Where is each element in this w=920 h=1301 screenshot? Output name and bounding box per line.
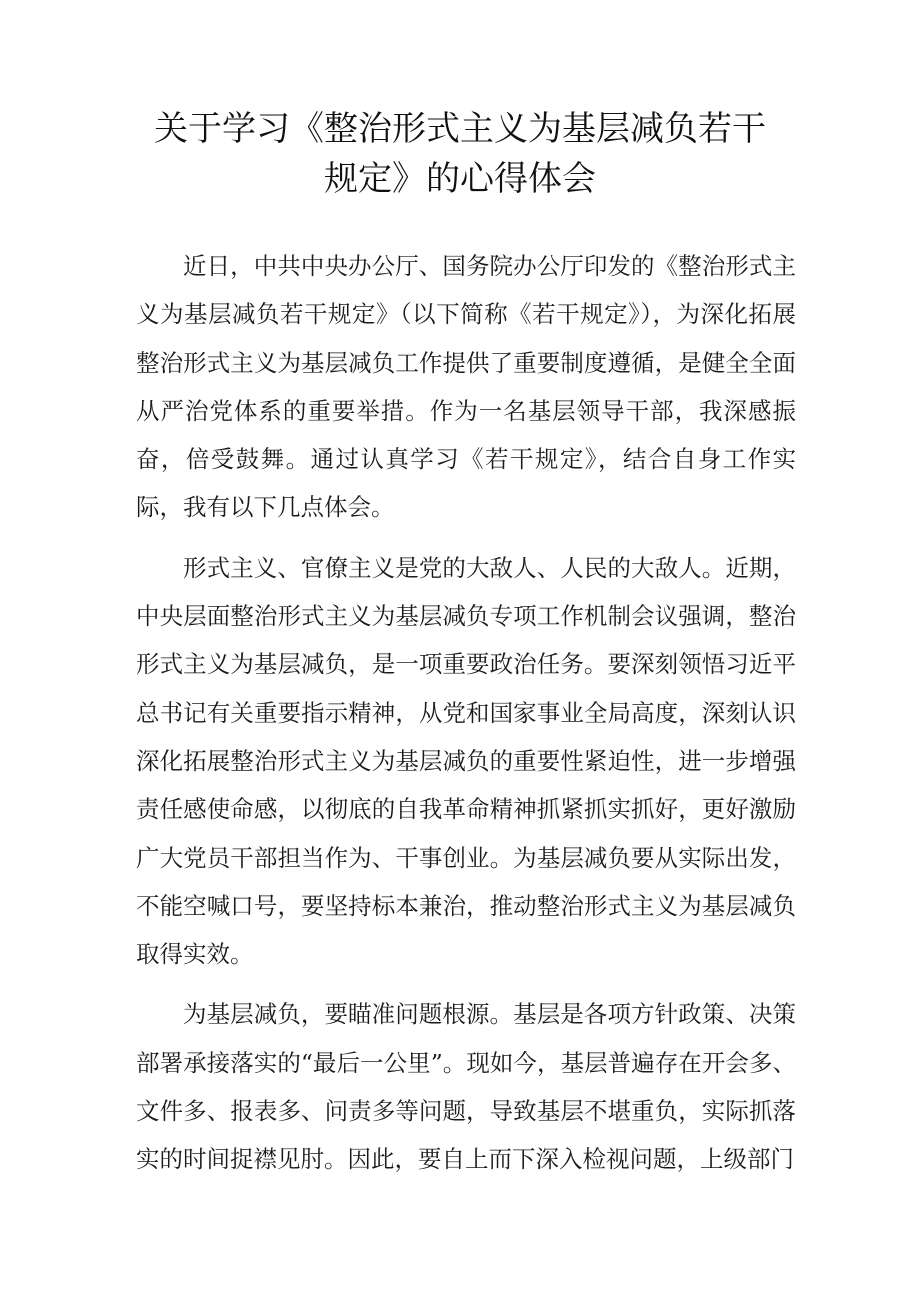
document-title: [100, 104, 820, 204]
paragraph-1: 近日，中共中央办公厅、国务院办公厅印发的《整治形式主义为基层减负若干规定》（以下简称《若干规定》），为深化拓展整治形式主义为基层减负工作提供了重要制度遵循，是健全全面从严治党体系的重要举措。作为一名基层领导干部，我深感振奋，倍受鼓舞。通过认真学习《若干规定》，结合自身工作实际，我有以下几点体会。: [136, 252, 796, 522]
title-line-2: 规定》的心得体会: [324, 159, 596, 199]
document-body: [136, 242, 796, 1196]
paragraph-2: 形式主义、官僚主义是党的大敌人、人民的大敌人。近期，中央层面整治形式主义为基层减负专项工作机制会议强调，整治形式主义为基层减负，是一项重要政治任务。要深刻领悟习近平总书记有关重要指示精神，从党和国家事业全局高度，深刻认识深化拓展整治形式主义为基层减负的重要性紧迫性，进一步增强责任感使命感，以彻底的自我革命精神抓紧抓实抓好，更好激励广大党员干部担当作为、干事创业。为基层减负要从实际出发，不能空喊口号，要坚持标本兼治，推动整治形式主义为基层减负取得实效。: [136, 553, 796, 969]
title-line-1: 关于学习《整治形式主义为基层减负若干: [154, 109, 766, 149]
paragraph-3: 为基层减负，要瞄准问题根源。基层是各项方针政策、决策部署承接落实的“最后一公里”。现如今，基层普遍存在开会多、文件多、报表多、问责多等问题，导致基层不堪重负，实际抓落实的时间捉襟见肘。因此，要自上而下深入检视问题，上级部门: [136, 1000, 796, 1174]
